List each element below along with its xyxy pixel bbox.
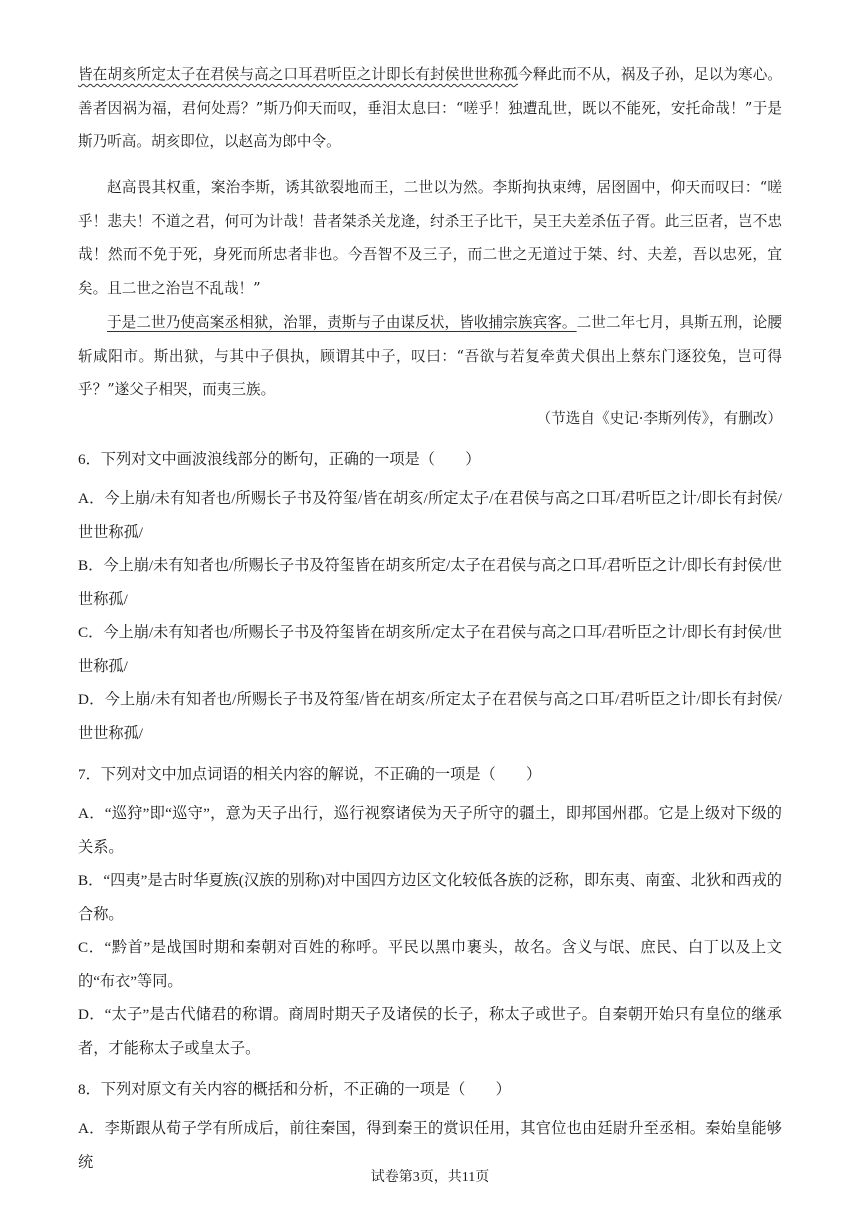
passage-paragraph-1 — [78, 58, 782, 159]
question-stem: 8．下列对原文有关内容的概括和分析，不正确的一项是（ ） — [78, 1081, 511, 1098]
passage-paragraph-3 — [78, 306, 782, 407]
passage-paragraph-2 — [78, 171, 782, 305]
question-6-option-a[interactable] — [78, 482, 782, 549]
option-text: D．“太子”是古代储君的称谓。商周时期天子及诸侯的长子，称太子或世子。自秦朝开始只有皇位的继承者，才能称太子或皇太子。 — [78, 1006, 782, 1057]
underlined-sentence: 于是二世乃使高案丞相狱，治罪，责斯与子由谋反状，皆收捕宗族宾客。 — [107, 314, 577, 331]
question-7-option-b[interactable] — [78, 864, 782, 931]
question-7-option-c[interactable] — [78, 931, 782, 998]
option-text: B．今上崩/未有知者也/所赐长子书及符玺皆在胡亥所定/太子在君侯与高之口耳/君听臣之计/即长有封侯/世世称孤/ — [78, 557, 782, 608]
page-footer: 试卷第3页，共11页 — [370, 1170, 490, 1185]
question-6-option-d[interactable] — [78, 683, 782, 750]
option-text: C．今上崩/未有知者也/所赐长子书及符玺皆在胡亥所/定太子在君侯与高之口耳/君听臣之计/即长有封侯/世世称孤/ — [78, 624, 782, 675]
question-6-option-c[interactable] — [78, 616, 782, 683]
question-stem: 7．下列对文中加点词语的相关内容的解说，不正确的一项是（ ） — [78, 766, 542, 783]
question-7-option-d[interactable] — [78, 998, 782, 1065]
question-7 — [78, 758, 782, 792]
paragraph-text: 今释此而不从，祸及子孙，足以为寒心。善者因祸为福，君何处焉？”斯乃仰天而叹，垂泪太息曰：“嗟乎！独遭乱世，既以不能死，安托命哉！”于是斯乃听高。胡亥即位，以赵高为郎中令。 — [78, 66, 782, 150]
question-6-option-b[interactable] — [78, 549, 782, 616]
paragraph-text: 二世二年七月，具斯五刑，论腰斩咸阳市。斯出狱，与其中子俱执，顾谓其中子，叹曰：“吾欲与若复牵黄犬俱出上蔡东门逐狡兔，岂可得乎？”遂父子相哭，而夷三族。 — [78, 314, 782, 398]
question-7-option-a[interactable] — [78, 797, 782, 864]
option-text: A．今上崩/未有知者也/所赐长子书及符玺/皆在胡亥/所定太子/在君侯与高之口耳/君听臣之计/即长有封侯/世世称孤/ — [78, 490, 782, 541]
question-stem: 6．下列对文中画波浪线部分的断句，正确的一项是（ ） — [78, 451, 481, 468]
option-text: C．“黔首”是战国时期和秦朝对百姓的称呼。平民以黑巾裹头，故名。含义与氓、庶民、白丁以及上文的“布衣”等同。 — [78, 939, 782, 990]
option-text: B．“四夷”是古时华夏族(汉族的别称)对中国四方边区文化较低各族的泛称，即东夷、南蛮、北狄和西戎的合称。 — [78, 872, 782, 923]
option-text: A．“巡狩”即“巡守”，意为天子出行，巡行视察诸侯为天子所守的疆土，即邦国州郡。它是上级对下级的关系。 — [78, 805, 782, 856]
question-6 — [78, 443, 782, 477]
question-8 — [78, 1073, 782, 1107]
wavy-underlined-text: 皆在胡亥所定太子在君侯与高之口耳君听臣之计即长有封侯世世称孤 — [78, 66, 519, 83]
passage-source: （节选自《史记·李斯列传》，有删改） — [536, 410, 782, 427]
question-8-option-a[interactable] — [78, 1112, 782, 1171]
option-text: A．李斯跟从荀子学有所成后，前往秦国，得到秦王的赏识任用，其官位也由廷尉升至丞相。秦始皇能够统 — [78, 1120, 782, 1171]
paragraph-text: 赵高畏其权重，案治李斯，诱其欲裂地而王，二世以为然。李斯拘执束缚，居囹圄中，仰天而叹曰：“嗟乎！悲夫！不道之君，何可为计哉！昔者桀杀关龙逄，纣杀王子比干，吴王夫差杀伍子胥。此三臣者，岂不忠哉！然而不免于死，身死而所忠者非也。今吾智不及三子，而二世之无道过于桀、纣、夫差，吾以忠死，宜矣。且二世之治岂不乱哉！” — [78, 179, 782, 297]
option-text: D．今上崩/未有知者也/所赐长子书及符玺/皆在胡亥/所定太子在君侯与高之口耳/君听臣之计/即长有封侯/世世称孤/ — [78, 691, 782, 742]
